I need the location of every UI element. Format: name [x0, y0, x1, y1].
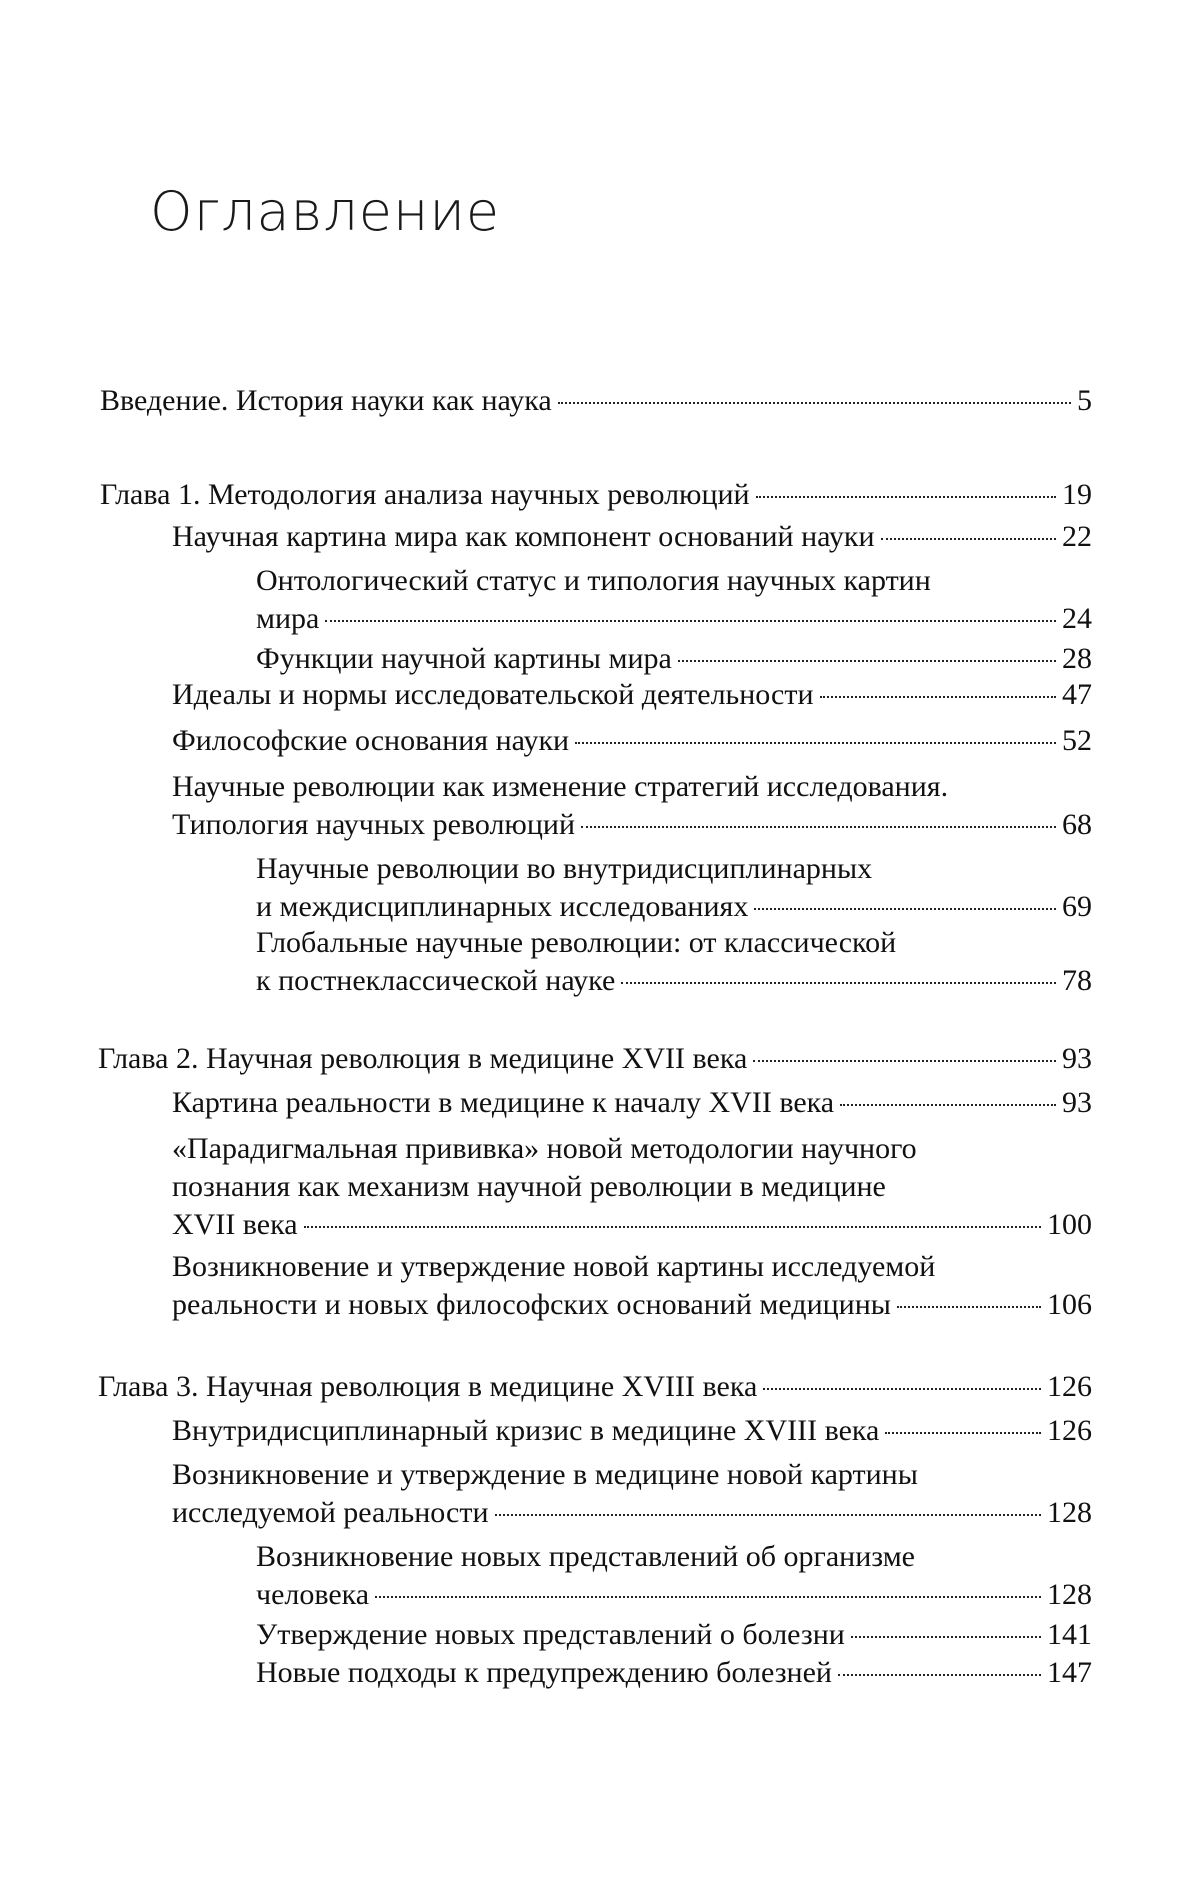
toc-entry-title: Глава 3. Научная революция в медицине XVIII века	[98, 1370, 758, 1403]
dot-leader	[325, 620, 1056, 622]
dot-leader	[678, 660, 1056, 662]
toc-entry-text-line: Глобальные научные революции: от классической	[256, 926, 897, 959]
toc-entry-title: Глава 2. Научная революция в медицине XVII века	[98, 1042, 748, 1075]
dot-leader	[881, 538, 1056, 540]
toc-entry[interactable]	[98, 1368, 1092, 1406]
toc-entry-page-number: 78	[1062, 964, 1092, 997]
toc-entry-title: Внутридисциплинарный кризис в медицине XVIII века	[172, 1414, 880, 1447]
toc-entry-title: Утверждение новых представлений о болезни	[256, 1618, 845, 1651]
page-title: Оглавление	[150, 180, 501, 243]
toc-entry-text-line: Возникновение и утверждение в медицине новой картины	[172, 1458, 918, 1491]
toc-entry[interactable]	[256, 562, 1092, 638]
toc-entry[interactable]	[172, 1130, 1092, 1244]
dot-leader	[756, 496, 1056, 498]
toc-entry-title: Типология научных революций	[172, 808, 575, 841]
toc-entry-text-line: Возникновение новых представлений об организме	[256, 1540, 915, 1573]
toc-entry[interactable]	[172, 1084, 1092, 1122]
toc-entry-text-line: Онтологический статус и типология научных картин	[256, 564, 931, 597]
toc-entry[interactable]	[172, 1456, 1092, 1532]
toc-entry-title: Введение. История науки как наука	[100, 384, 552, 417]
toc-entry-page-number: 22	[1062, 520, 1092, 553]
toc-entry-page-number: 24	[1062, 602, 1092, 635]
toc-entry-title: Функции научной картины мира	[256, 642, 672, 675]
toc-entry-page-number: 47	[1062, 678, 1092, 711]
dot-leader	[304, 1226, 1041, 1228]
toc-entry-page-number: 68	[1062, 808, 1092, 841]
toc-entry-title: Глава 1. Методология анализа научных революций	[100, 478, 750, 511]
toc-entry-page-number: 93	[1062, 1042, 1092, 1075]
dot-leader	[575, 742, 1056, 744]
toc-entry-text-line: Научные революции во внутридисциплинарных	[256, 852, 873, 885]
toc-entry[interactable]	[256, 924, 1092, 1000]
toc-entry-title: и междисциплинарных исследованиях	[256, 890, 749, 923]
toc-entry[interactable]	[256, 1654, 1092, 1692]
toc-entry[interactable]	[172, 722, 1092, 760]
toc-entry-page-number: 126	[1047, 1414, 1092, 1447]
toc-entry-title: Картина реальности в медицине к началу XVII века	[172, 1086, 835, 1119]
toc-entry-title: реальности и новых философских оснований медицины	[172, 1288, 891, 1321]
toc-entry-title: Философские основания науки	[172, 724, 570, 757]
dot-leader	[375, 1596, 1041, 1598]
dot-leader	[581, 826, 1056, 828]
toc-entry-text-line: Научные революции как изменение стратегий исследования.	[172, 770, 949, 803]
toc-entry[interactable]	[256, 850, 1092, 926]
toc-entry-page-number: 128	[1047, 1578, 1092, 1611]
toc-entry[interactable]	[100, 382, 1092, 420]
toc-entry-page-number: 141	[1047, 1618, 1092, 1651]
toc-entry[interactable]	[256, 640, 1092, 678]
toc-entry-title: человека	[256, 1578, 370, 1611]
toc-entry-title: Научная картина мира как компонент оснований науки	[172, 520, 875, 553]
toc-entry-text-line: Возникновение и утверждение новой картины исследуемой	[172, 1250, 936, 1283]
toc-entry-page-number: 93	[1062, 1086, 1092, 1119]
dot-leader	[851, 1636, 1041, 1638]
toc-entry-title: Идеалы и нормы исследовательской деятельности	[172, 678, 814, 711]
toc-entry[interactable]	[172, 1412, 1092, 1450]
toc-entry-text-line: «Парадигмальная прививка» новой методологии научного	[172, 1132, 917, 1165]
dot-leader	[820, 696, 1057, 698]
toc-entry-title: исследуемой реальности	[172, 1496, 489, 1529]
dot-leader	[885, 1432, 1041, 1434]
dot-leader	[840, 1104, 1056, 1106]
toc-entry-page-number: 128	[1047, 1496, 1092, 1529]
toc-entry-page-number: 100	[1047, 1208, 1092, 1241]
dot-leader	[558, 402, 1071, 404]
toc-entry[interactable]	[98, 1040, 1092, 1078]
toc-entry-title: к постнеклассической науке	[256, 964, 616, 997]
toc-entry[interactable]	[256, 1538, 1092, 1614]
dot-leader	[897, 1306, 1041, 1308]
toc-entry[interactable]	[172, 676, 1092, 714]
dot-leader	[763, 1388, 1041, 1390]
toc-entry[interactable]	[172, 1248, 1092, 1324]
toc-entry-title: мира	[256, 602, 320, 635]
dot-leader	[753, 1060, 1056, 1062]
toc-entry-page-number: 69	[1062, 890, 1092, 923]
toc-entry-page-number: 106	[1047, 1288, 1092, 1321]
toc-entry-title: Новые подходы к предупреждению болезней	[256, 1656, 832, 1689]
dot-leader	[621, 982, 1056, 984]
toc-entry-page-number: 19	[1062, 478, 1092, 511]
toc-entry-page-number: 52	[1062, 724, 1092, 757]
toc-entry-title: XVII века	[172, 1208, 298, 1241]
toc-entry-page-number: 5	[1077, 384, 1092, 417]
toc-entry[interactable]	[100, 476, 1092, 514]
toc-entry[interactable]	[172, 518, 1092, 556]
dot-leader	[754, 908, 1056, 910]
toc-entry-page-number: 147	[1047, 1656, 1092, 1689]
toc-entry-page-number: 126	[1047, 1370, 1092, 1403]
toc-entry-page-number: 28	[1062, 642, 1092, 675]
dot-leader	[838, 1674, 1041, 1676]
dot-leader	[495, 1514, 1042, 1516]
toc-entry[interactable]	[256, 1616, 1092, 1654]
toc-entry-text-line: познания как механизм научной революции в медицине	[172, 1170, 886, 1203]
toc-entry[interactable]	[172, 768, 1092, 844]
